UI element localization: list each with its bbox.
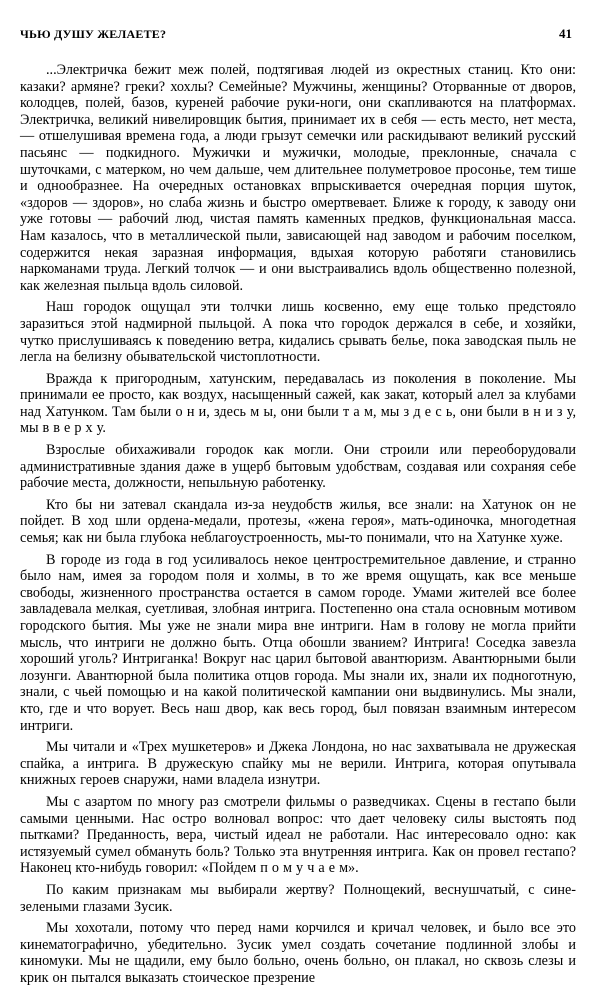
page-number: 41: [559, 26, 572, 41]
paragraph: Вражда к пригородным, хатунским, передавалась из поколения в поколение. Мы принимали ее просто, как воздух, насыщенный сажей, как закат, который алел за клубами над Хатунком. Там были о н и, здесь м ы, они были т а м, мы з д е с ь, они были в н и з у, мы в в е р х у.: [20, 370, 576, 437]
paragraph: Наш городок ощущал эти толчки лишь косвенно, ему еще только предстояло заразиться этой надмирной пыльцой. А пока что городок держался в себе, и хозяйки, чутко прислушиваясь к поведению ветра, кидались срывать белье, пока заводская пыль не легла на белизну обывательской чистоплотности.: [20, 299, 576, 366]
paragraph: По каким признакам мы выбирали жертву? Полнощекий, веснушчатый, с сине-зелеными глазами Зусик.: [20, 881, 576, 915]
page-header: [20, 26, 572, 42]
paragraph: Взрослые обихаживали городок как могли. Они строили или переоборудовали административные здания даже в ущерб бытовым удобствам, создавая или сохраняя себе рабочие места, должности, непыльную работенку.: [20, 442, 576, 492]
paragraph: Кто бы ни затевал скандала из-за неудобств жилья, все знали: на Хатунок он не пойдет. В ход шли ордена-медали, протезы, «жена героя», мать-одиночка, многодетная семья; как ни была глубока неблагоустроенность, мы-то понимали, что на Хатунке хуже.: [20, 496, 576, 547]
paragraph: В городе из года в год усиливалось некое центростремительное давление, и странно было нам, имея за городом поля и холмы, в то же время ощущать, как все меньше свободы, жизненного пространства остается в самом городе. Умами жителей все более завладевала мелкая, суетливая, злобная интрига. Постепенно она стала основным мотивом городского бытия. Мы уже не знали мира вне интриги. Нам в голову не могла прийти мысль, что интриги не должно быть. Отца обошли званием? Интрига! Соседка завезла хороший уголь? Интриганка! Вокруг нас царил бытовой авантюризм. Авантюрными были лозунги. Авантюрной была политика отцов города. Мы знали их, знали их подноготную, знали, с чьей помощью и на какой политической кампании они выдвинулись. Мы знали, кто, где и что ворует. Весь наш двор, как весь город, был повязан взаимным интересом интриги.: [20, 551, 576, 734]
paragraph: Мы с азартом по многу раз смотрели фильмы о разведчиках. Сцены в гестапо были самыми ценными. Нас остро волновал вопрос: что дает человеку силы выстоять под пытками? Преданность, вера, чистый идеал не работали. Нас интересовало одно: как истязуемый сумел обмануть боль? Только эта внутренняя интрига. Как он провел гестапо? Наконец кто-нибудь говорил: «Пойдем п о м у ч а е м».: [20, 793, 576, 877]
paragraph: Мы читали и «Трех мушкетеров» и Джека Лондона, но нас захватывала не дружеская спайка, а интрига. В дружескую спайку мы не верили. Интрига, которая опутывала книжных героев снаружи, нами владела изнутри.: [20, 739, 576, 789]
body-text: [20, 62, 576, 991]
paragraph: Мы хохотали, потому что перед нами корчился и кричал человек, и было все это кинематографично, убедительно. Зусик умел создать сочетание подлинной злобы и киномуки. Мы не щадили, ему было больно, очень больно, он плакал, но сквозь слезы и крик он пытался выказать стоическое презрение: [20, 920, 576, 986]
running-head: ЧЬЮ ДУШУ ЖЕЛАЕТЕ?: [20, 27, 167, 41]
paragraph: ...Электричка бежит меж полей, подтягивая людей из окрестных станиц. Кто они: казаки? армяне? греки? хохлы? Семейные? Мужчины, женщины? Оторванные от дворов, колодцев, полей, базов, куреней рабочие руки-ноги, они скапливаются на платформах. Электричка, великий нивелировщик бытия, принимает их в себя — есть место, нет места, — отшелушивая времена года, а люди грызут семечки или раскидывают великий русский пасьянс — подкидного. Мужички и мужички, молодые, преклонные, сначала с шуточками, с матерком, но чем дальше, чем длительнее полуметровое просонье, тем тише и однообразнее. На очередных остановках впрыскивается очередная порция шуток, «здоров — здоров», но слаба жизнь и быстро омертвевает. Ближе к городу, к заводу они уже готовы — рабочий люд, чистая память каменных предков, функциональная масса. Нам казалось, что в металлической пыли, зависающей над заводом и рабочим поселком, содержится некая заразная информация, вдыхая которую работяги становились наркоманами труда. Легкий толчок — и они выстраивались вдоль общественно полезной, как железная пыльца вдоль силовой.: [20, 62, 576, 294]
